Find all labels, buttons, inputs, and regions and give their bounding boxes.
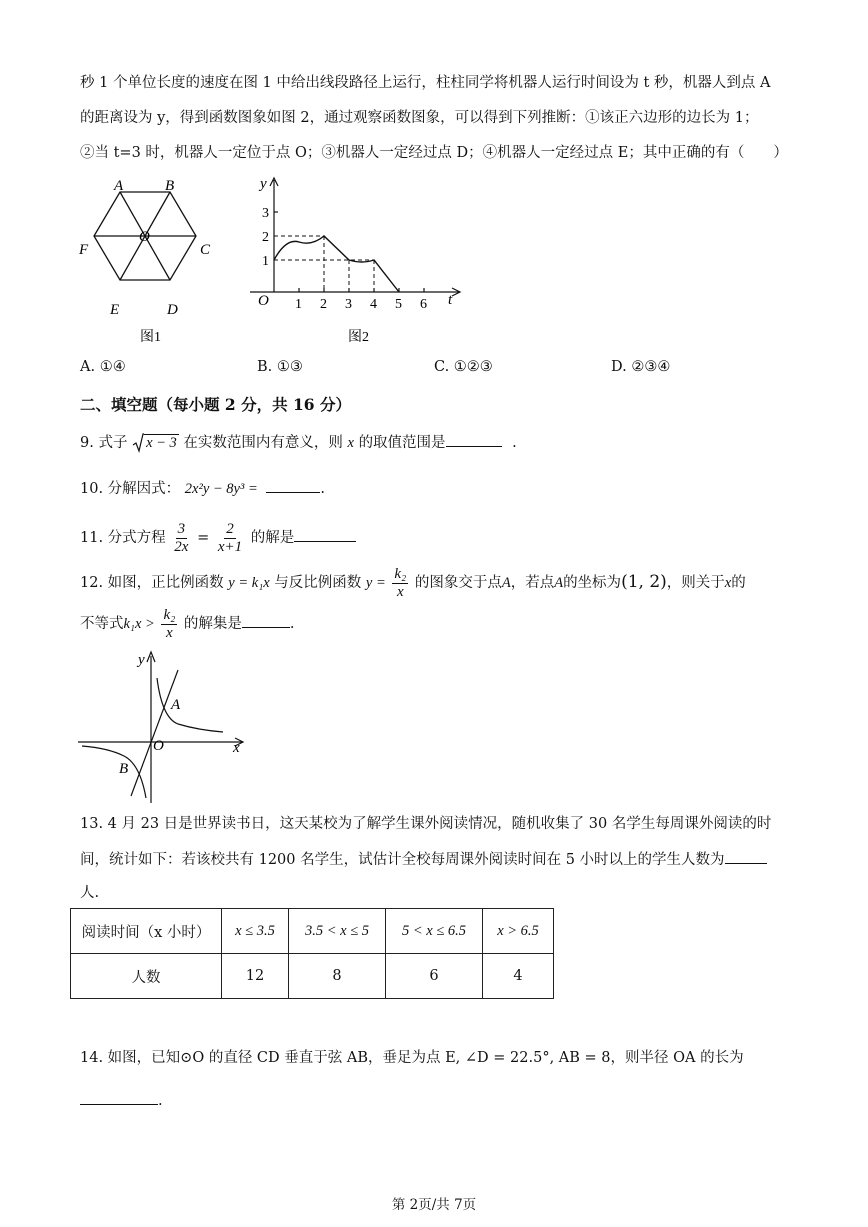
page-footer: 第 2页/共 7页 [391,1197,477,1213]
table-header: x > 6.5 [483,909,554,954]
question-12-line2: 不等式k₁x > $\frac{\text{k₂}}{x}$ 的解集是 . [80,606,295,641]
hex-label-o: O [139,229,150,245]
answer-blank[interactable] [446,432,502,447]
table-header: 5 < x ≤ 6.5 [386,909,483,954]
q14-line2: . [80,1090,163,1111]
q13-line3: 人. [80,885,100,901]
question-9: 9. 式子 x − 3 在实数范围内有意义，则 x 的取值范围是 . [80,432,517,453]
q12-origin: O [153,738,164,754]
fraction: $\frac{2}{x+1}$ [217,520,243,555]
table-header: 3.5 < x ≤ 5 [289,909,386,954]
answer-blank[interactable] [242,613,290,628]
q12-graph [78,648,258,806]
hex-label-f: F [79,242,89,258]
q13-line1: 13. 4 月 23 日是世界读书日，这天某校为了解学生课外阅读情况，随机收集了 30 名学生每周课外阅读的时 [80,816,772,832]
q8-line1: 秒 1 个单位长度的速度在图 1 中给出线段路径上运行，柱柱同学将机器人运行时间设为 t 秒，机器人到点 A [80,75,771,91]
sqrt-icon [132,433,144,453]
hex-label-b: B [165,178,175,194]
figure1-hexagon [72,178,222,348]
table-row [71,954,554,999]
table-cell: 8 [289,954,386,999]
hex-label-a: A [114,178,124,194]
graph2-xtick: 3 [345,297,352,312]
graph2-axis-t: t [448,292,453,308]
q14-line1: 14. 如图，已知⊙O 的直径 CD 垂直于弦 AB，垂足为点 E, ∠D = 22.5°, AB = 8，则半径 OA 的长为 [80,1050,744,1066]
hex-label-e: E [110,302,120,318]
q8-line3: ②当 t=3 时，机器人一定位于点 O；③机器人一定经过点 D；④机器人一定经过点 E；其中正确的有（ ） [80,145,788,161]
option-c: C. ①②③ [434,359,493,375]
fraction: $\frac{\text{k₂}}{x}$ [394,565,407,600]
q13-line2: 间，统计如下：若该校共有 1200 名学生，试估计全校每周课外阅读时间在 5 小时以上的学生人数为 [80,849,767,870]
graph2-ytick: 2 [262,230,269,245]
sqrt-expression: x − 3 [132,433,179,453]
answer-blank[interactable] [294,527,356,542]
answer-blank[interactable] [80,1090,158,1105]
graph2-ytick: 3 [262,206,269,221]
fraction: $\frac{3}{2x}$ [174,520,189,555]
figure2-graph [250,172,470,348]
answer-blank[interactable] [266,478,320,493]
graph2-xtick: 5 [395,297,402,312]
graph2-ytick: 1 [262,254,269,269]
option-b: B. ①③ [257,359,303,375]
question-11: 11. 分式方程 $\frac{3}{2x}$ = $\frac{2}{x+1}$ 的解是 [80,518,356,558]
question-12-line1: 12. 如图，正比例函数 y = k₁x 与反比例函数 y = $\frac{\text{k₂}}{x}$ 的图象交于点A，若点A的坐标为(1, 2)，则关于x的 [80,565,746,600]
graph2-axis-y: y [260,176,267,192]
answer-blank[interactable] [725,849,767,864]
section-title: 二、填空题（每小题 2 分，共 16 分） [80,395,351,414]
table-header: 阅读时间（x 小时） [71,909,222,954]
table-row [71,909,554,954]
q8-line2: 的距离设为 y，得到函数图象如图 2，通过观察函数图象，可以得到下列推断：①该正六边形的边长为 1； [80,110,759,126]
option-d: D. ②③④ [611,359,671,375]
hex-label-d: D [167,302,178,318]
graph2-xtick: 2 [320,297,327,312]
graph2-xtick: 6 [420,297,427,312]
graph2-xtick: 1 [295,297,302,312]
fraction: $\frac{\text{k₂}}{x}$ [163,606,176,641]
q12-point-a: A [171,697,181,713]
reading-time-table [70,908,554,999]
option-a: A. ①④ [80,359,126,375]
table-cell: 6 [386,954,483,999]
table-cell: 人数 [71,954,222,999]
graph2-origin: O [258,293,269,309]
table-header: x ≤ 3.5 [222,909,289,954]
q12-point-b: B [119,761,129,777]
table-cell: 12 [222,954,289,999]
q12-axis-y: y [138,652,145,668]
table-cell: 4 [483,954,554,999]
q12-axis-x: x [233,740,240,756]
graph2-xtick: 4 [370,297,377,312]
figure2-caption: 图2 [348,330,369,345]
hex-label-c: C [200,242,211,258]
question-10: 10. 分解因式： 2x²y − 8y³ = . [80,478,325,499]
figure1-caption: 图1 [140,330,161,345]
